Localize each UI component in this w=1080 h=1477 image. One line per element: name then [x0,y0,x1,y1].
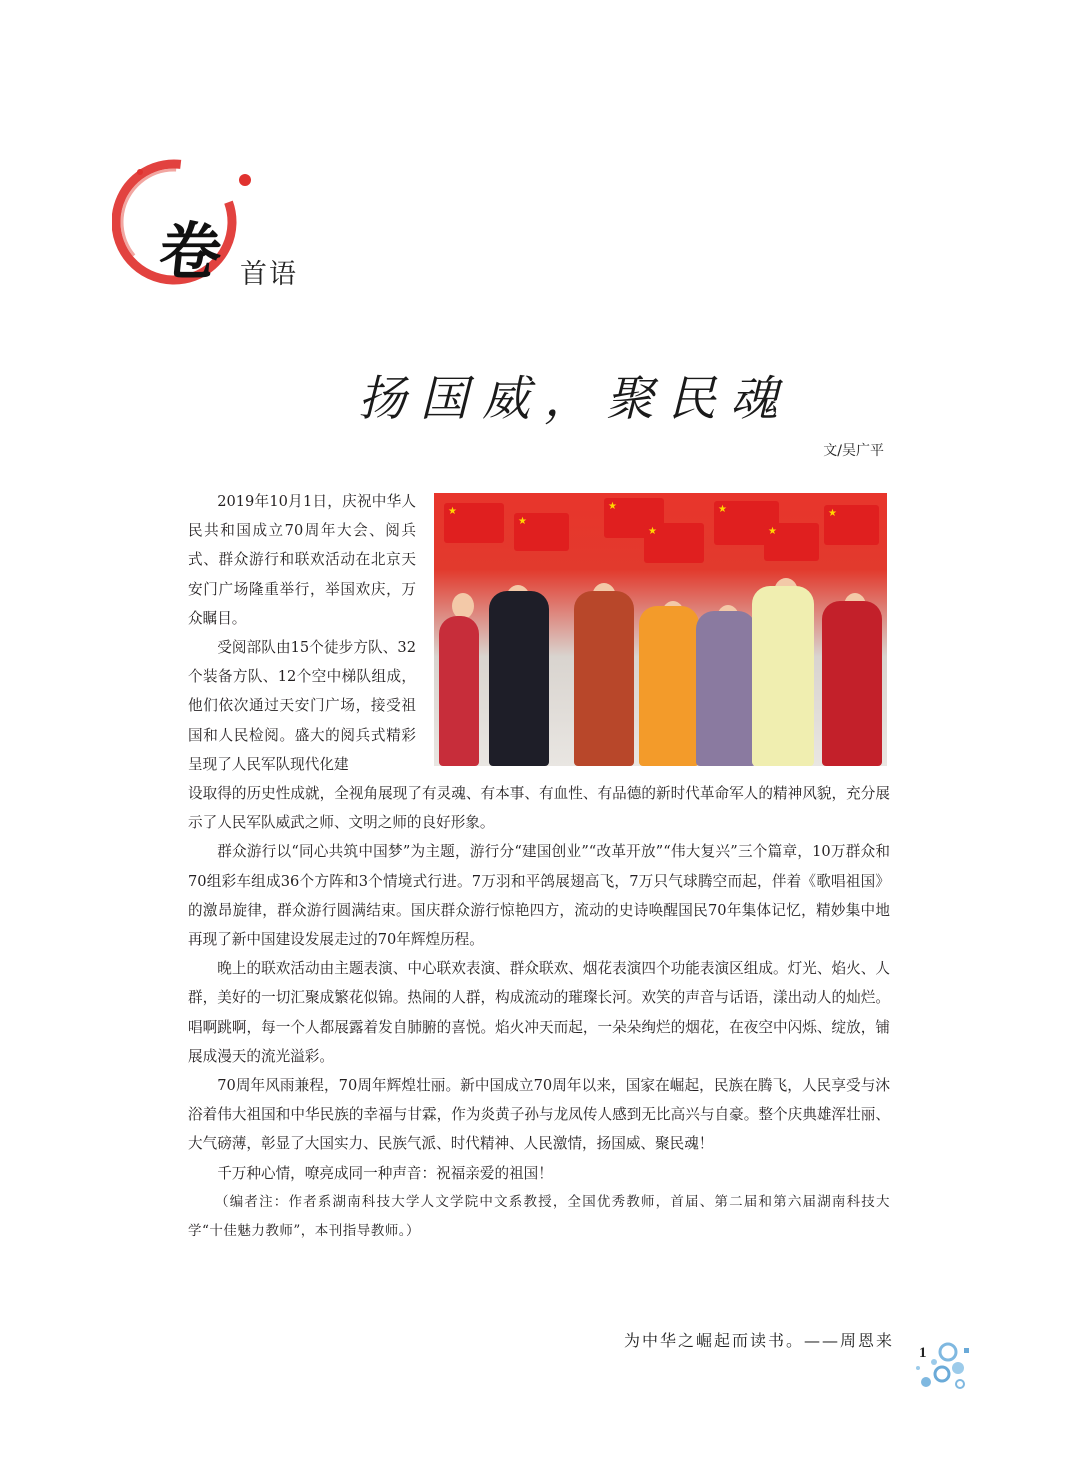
page-number: 1 [919,1345,927,1361]
paragraph: 设取得的历史性成就，全视角展现了有灵魂、有本事、有血性、有品德的新时代革命军人的精神风貌，充分展示了人民军队威武之师、文明之师的良好形象。 [188,785,890,832]
article-title: 扬国威，聚民魂 [358,371,793,427]
paragraph: 70周年风雨兼程，70周年辉煌壮丽。新中国成立70周年以来，国家在崛起，民族在腾飞，人民享受与沐浴着伟大祖国和中华民族的幸福与甘霖，作为炎黄子孙与龙凤传人感到无比高兴与自豪。整个庆典雄浑壮丽、大气磅薄，彰显了大国实力、民族气派、时代精神、人民激情，扬国威、聚民魂！ [188,1077,890,1153]
article-author: 文/吴广平 [823,443,884,459]
paragraph: 2019年10月1日，庆祝中华人民共和国成立70周年大会、阅兵式、群众游行和联欢活动在北京天安门广场隆重举行，举国欢庆，万众瞩目。 [188,493,416,627]
article-body [188,779,890,1246]
logo-character: 卷 [155,215,226,288]
footer-quote: 为中华之崛起而读书。——周恩来 [624,1331,895,1350]
article-photo: ★ ★ ★ ★ ★ ★ ★ [434,493,887,766]
paragraph: 千万种心情，嘹亮成同一种声音：祝福亲爱的祖国！ [217,1164,553,1182]
section-label: 首语 [240,259,298,290]
paragraph: 受阅部队由15个徒步方队、32个装备方队、12个空中梯队组成，他们依次通过天安门广场，接受祖国和人民检阅。盛大的阅兵式精彩呈现了人民军队现代化建 [188,639,416,773]
editor-note: （编者注：作者系湖南科技大学人文学院中文系教授，全国优秀教师，首届、第二届和第六届湖南科技大学“十佳魅力教师”，本刊指导教师。） [188,1193,890,1240]
paragraph: 晚上的联欢活动由主题表演、中心联欢表演、群众联欢、烟花表演四个功能表演区组成。灯光、焰火、人群，美好的一切汇聚成繁花似锦。热闹的人群，构成流动的璀璨长河。欢笑的声音与话语，漾出动人的灿烂。唱啊跳啊，每一个人都展露着发自肺腑的喜悦。焰火冲天而起，一朵朵绚烂的烟花，在夜空中闪烁、绽放，铺展成漫天的流光溢彩。 [188,960,890,1065]
bubble-decoration-icon [912,1338,972,1394]
section-logo [112,150,312,310]
intro-column [188,487,416,779]
paragraph: 群众游行以“同心共筑中国梦”为主题，游行分“建国创业”“改革开放”“伟大复兴”三个篇章，10万群众和70组彩车组成36个方阵和3个情境式行进。7万羽和平鸽展翅高飞，7万只气球腾空而起，伴着《歌唱祖国》的激昂旋律，群众游行圆满结束。国庆群众游行惊艳四方，流动的史诗唤醒国民70年集体记忆，精妙集中地再现了新中国建设发展走过的70年辉煌历程。 [188,843,890,949]
